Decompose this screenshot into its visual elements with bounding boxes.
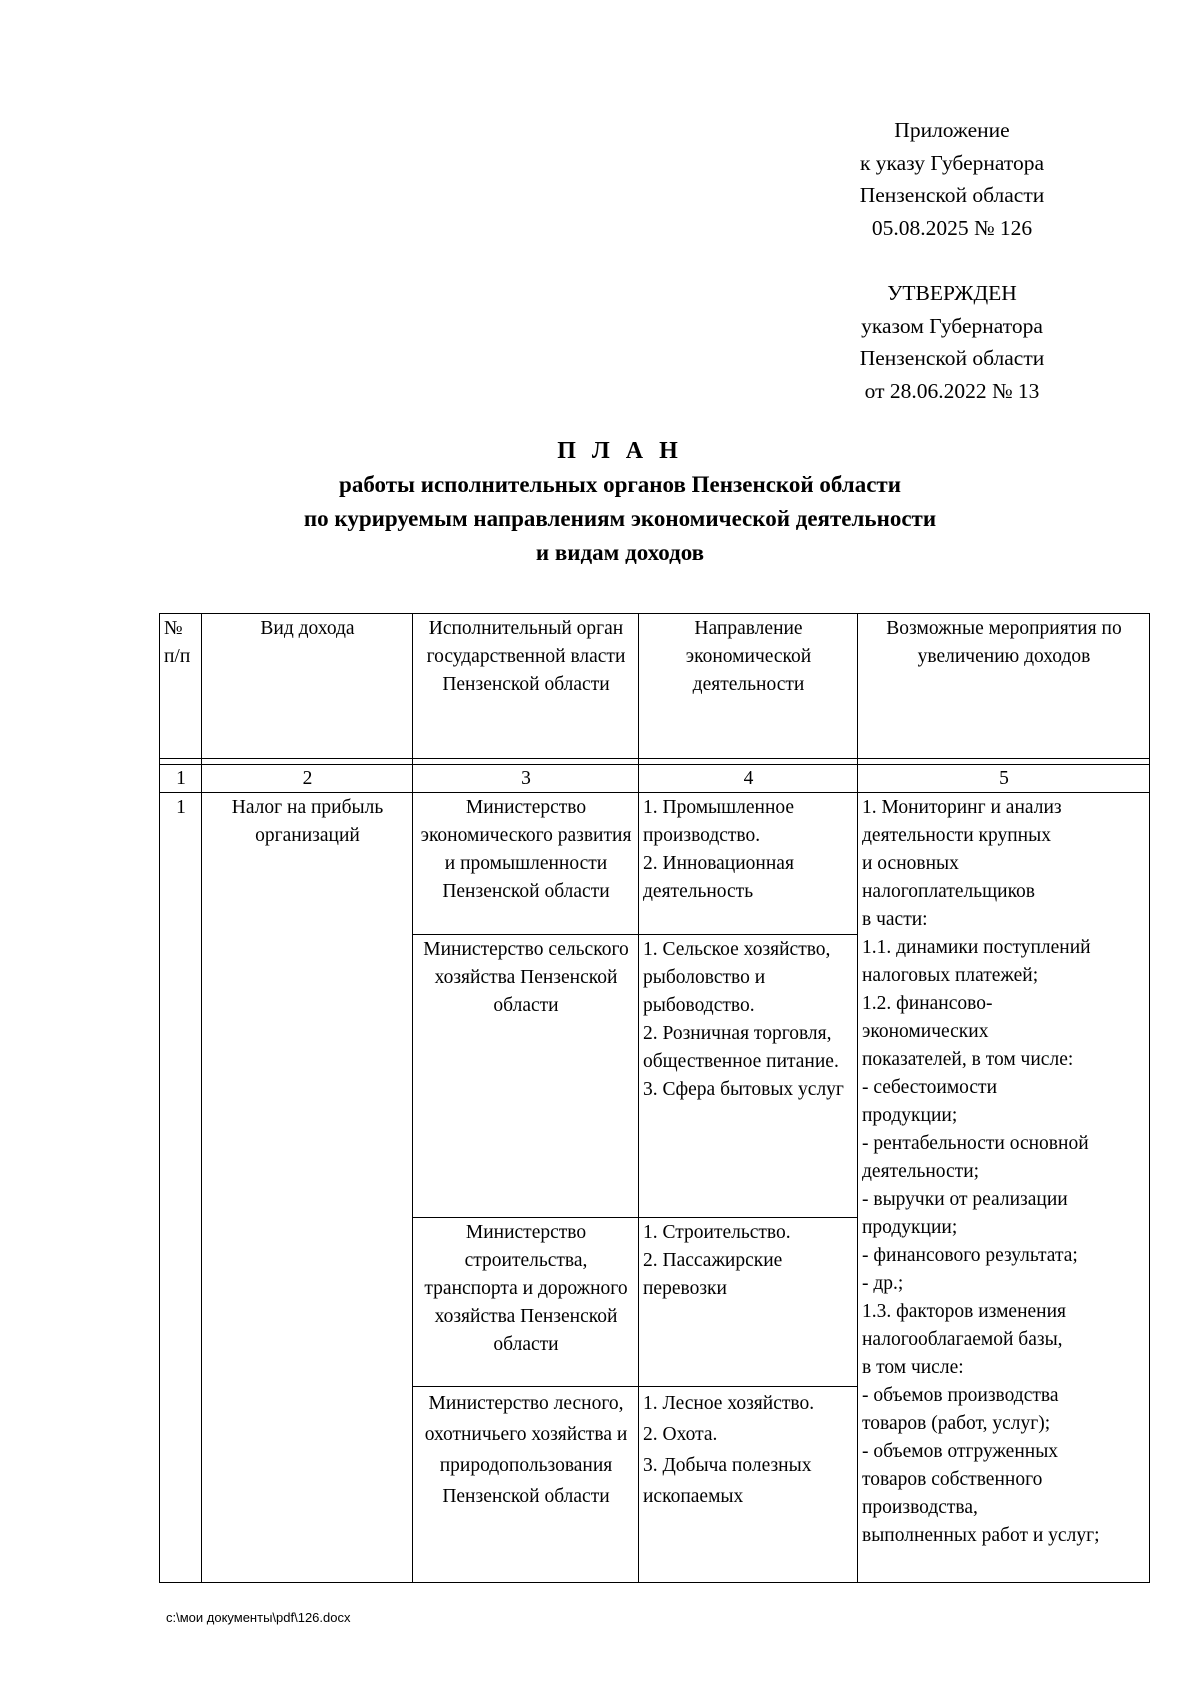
measure-line: - финансового результата; — [862, 1245, 1078, 1266]
direction-item: 1. Лесное хозяйство. — [643, 1393, 815, 1414]
measure-line: 1.1. динамики поступлений — [862, 937, 1091, 958]
column-number-row — [160, 765, 1150, 793]
table-row — [160, 793, 1150, 935]
column-number: 1 — [160, 765, 202, 793]
plan-table — [159, 613, 1150, 1583]
plan-subtitle-line: по курируемым направлениям экономической деятельности — [303, 506, 937, 531]
measure-line: - объемов производства — [862, 1385, 1059, 1406]
measure-line: товаров (работ, услуг); — [862, 1413, 1051, 1434]
measure-line: 1.3. факторов изменения — [862, 1301, 1067, 1322]
approval-line: УТВЕРЖДЕН — [887, 281, 1017, 305]
table-header-row — [160, 614, 1150, 759]
file-path-footer: c:\мои документы\pdf\126.docx — [166, 1610, 351, 1625]
direction-item: 3. Добыча полезных ископаемых — [643, 1455, 812, 1507]
appendix-line: Приложение — [894, 118, 1010, 142]
measure-line: продукции; — [862, 1105, 958, 1126]
measure-line: - выручки от реализации — [862, 1189, 1068, 1210]
plan-title: П Л А Н — [557, 438, 683, 464]
direction-cell — [639, 793, 858, 935]
measure-line: в том числе: — [862, 1357, 964, 1378]
direction-item: 2. Розничная торговля, общественное питание. — [643, 1023, 839, 1072]
approval-line: указом Губернатора — [861, 313, 1043, 338]
direction-cell — [639, 1218, 858, 1387]
measure-line: - др.; — [862, 1273, 904, 1294]
appendix-line: 05.08.2025 № 126 — [871, 215, 1033, 240]
direction-cell — [639, 1387, 858, 1583]
approval-stamp — [832, 277, 1072, 407]
plan-subtitle-line: работы исполнительных органов Пензенской области — [339, 472, 901, 497]
agency-cell: Министерство сельского хозяйства Пензенской области — [413, 935, 639, 1218]
measure-line: - себестоимости — [862, 1077, 998, 1098]
row-number: 1 — [160, 793, 202, 1583]
agency-cell: Министерство экономического развития и промышленности Пензенской области — [413, 793, 639, 935]
appendix-line: к указу Губернатора — [859, 150, 1045, 175]
measure-line: 1.2. финансово- — [862, 993, 993, 1014]
measure-line: показателей, в том числе: — [862, 1049, 1074, 1070]
appendix-line: Пензенской области — [859, 183, 1045, 207]
agency-cell: Министерство строительства, транспорта и дорожного хозяйства Пензенской области — [413, 1218, 639, 1387]
measure-line: 1. Мониторинг и анализ — [862, 797, 1062, 818]
header-cell-number: № п/п — [160, 614, 202, 759]
direction-item: 3. Сфера бытовых услуг — [643, 1079, 844, 1100]
measure-line: деятельности крупных — [862, 825, 1051, 846]
column-number: 5 — [858, 765, 1150, 793]
measure-line: - рентабельности основной — [862, 1133, 1089, 1154]
direction-item: 1. Сельское хозяйство, рыболовство и рыбоводство. — [643, 939, 831, 1016]
measure-line: продукции; — [862, 1217, 958, 1238]
measure-line: налогоплательщиков — [862, 881, 1036, 902]
measure-line: производства, — [862, 1497, 978, 1518]
direction-item: 2. Инновационная деятельность — [643, 853, 794, 902]
measure-line: - объемов отгруженных — [862, 1441, 1059, 1462]
measure-line: деятельности; — [862, 1161, 980, 1182]
header-cell-agency: Исполнительный орган государственной власти Пензенской области — [413, 614, 639, 759]
approval-line: Пензенской области — [859, 346, 1045, 370]
appendix-block — [832, 114, 1072, 244]
column-number: 3 — [413, 765, 639, 793]
plan-subtitle-line: и видам доходов — [535, 540, 705, 565]
measure-line: налоговых платежей; — [862, 965, 1039, 986]
income-type-cell: Налог на прибыль организаций — [202, 793, 413, 1583]
direction-cell — [639, 935, 858, 1218]
direction-item: 2. Пассажирские перевозки — [643, 1250, 783, 1299]
column-number: 2 — [202, 765, 413, 793]
measure-line: экономических — [862, 1021, 989, 1042]
header-cell-income-type: Вид дохода — [202, 614, 413, 759]
measure-line: в части: — [862, 909, 928, 930]
measures-cell — [858, 793, 1150, 1583]
measure-line: налогооблагаемой базы, — [862, 1329, 1063, 1350]
agency-cell: Министерство лесного, охотничьего хозяйства и природопользования Пензенской области — [413, 1387, 639, 1583]
direction-item: 2. Охота. — [643, 1424, 718, 1445]
measure-line: товаров собственного — [862, 1469, 1043, 1490]
direction-item: 1. Промышленное производство. — [643, 797, 795, 846]
header-cell-measures: Возможные мероприятия по увеличению доходов — [858, 614, 1150, 759]
plan-heading — [160, 434, 1080, 570]
measure-line: и основных — [862, 853, 959, 874]
header-cell-direction: Направление экономической деятельности — [639, 614, 858, 759]
direction-item: 1. Строительство. — [643, 1222, 791, 1243]
column-number: 4 — [639, 765, 858, 793]
measure-line: выполненных работ и услуг; — [862, 1525, 1100, 1546]
approval-line: от 28.06.2022 № 13 — [864, 378, 1040, 403]
